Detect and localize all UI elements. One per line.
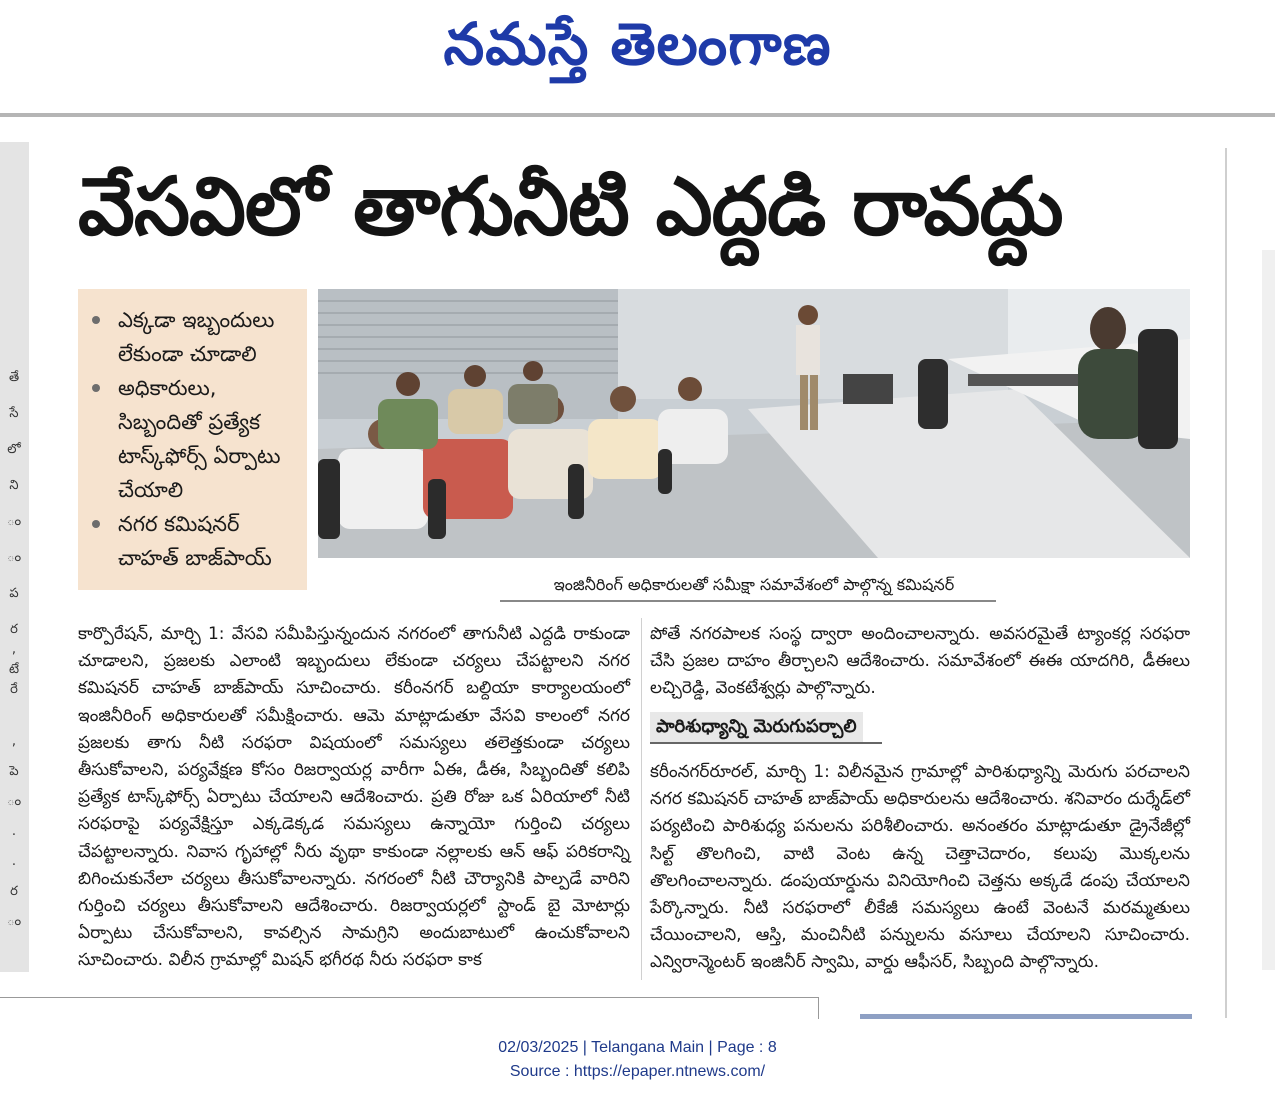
meeting-photo-illustration: [318, 289, 1190, 558]
article-headline: వేసవిలో తాగునీటి ఎద్దడి రావద్దు: [78, 160, 1063, 253]
strip-fragment: పె: [9, 764, 19, 779]
strip-fragment: ప: [9, 586, 19, 601]
caption-underline: [500, 600, 996, 602]
column-divider: [641, 618, 642, 980]
highlight-text: ఎక్కడా ఇబ్బందులు లేకుండా చూడాలి: [118, 308, 275, 366]
highlight-text: నగర కమిషనర్ చాహత్ బాజ్‌పాయ్: [118, 512, 272, 570]
article-body-text: పోతే నగరపాలక సంస్థ ద్వారా అందించాలన్నారు. అవసరమైతే ట్యాంకర్ల సరఫరా చేసి ప్రజల దాహం తీర్చాలని ఆదేశించారు. సమావేశంలో ఈఈ యాదగిరి, డీఈలు లచ్చిరెడ్డి, వెంకటేశ్వర్లు పాల్గొన్నారు.: [650, 624, 1190, 699]
bottom-rule: [0, 997, 818, 998]
strip-fragment: .: [11, 824, 17, 839]
strip-fragment: టే: [8, 662, 20, 677]
masthead-title: నమస్తే తెలంగాణ: [443, 10, 832, 78]
strip-fragment: లో: [7, 442, 21, 457]
article-body-text: కరీంనగర్‌రూరల్, మార్చి 1: విలీనమైన గ్రామాల్లో పారిశుధ్యాన్ని మెరుగు పరచాలని నగర కమిషనర్ చాహత్ బాజ్‌పాయ్ అధికారులను ఆదేశించారు. శనివారం దుర్శేడ్‌లో పర్యటించి పారిశుధ్య పనులను పరిశీలించారు. అనంతరం మాట్లాడుతూ డ్రైనేజీల్లో సిల్ట్ తొలగించి, వాటి వెంట ఉన్న చెత్తాచెదారం, కలుపు మొక్కలను తొలగించాలన్నారు. డంపుయార్డును వినియోగించి చెత్తను అక్కడే డంపు చేయాలని పేర్కొన్నారు. నీటి సరఫరాలో లీకేజీ సమస్యలు ఉంటే వెంటనే మరమ్మతులు చేయించాలని, ఆస్తి, మంచినీటి పన్నులను వసూలు చేయాలని సూచించారు. ఎన్విరాన్మెంటర్ ఇంజినీర్ స్వామి, వార్డు ఆఫీసర్, సిబ్బంది పాల్గొన్నారు.: [650, 762, 1191, 973]
page-footer: [0, 1036, 1275, 1084]
bullet-icon: [92, 384, 100, 392]
footer-source: Source : https://epaper.ntnews.com/: [509, 1063, 766, 1080]
strip-fragment: ,: [11, 734, 17, 749]
strip-fragment: .: [11, 854, 17, 869]
article-column-3: [650, 759, 1190, 984]
subheading-underline: [650, 742, 882, 744]
strip-fragment: తే: [8, 370, 20, 385]
strip-fragment: సే: [9, 406, 19, 421]
strip-fragment: ం: [6, 794, 22, 809]
highlight-item: [88, 371, 297, 507]
strip-fragment: ం: [6, 514, 22, 529]
right-column-rule: [1225, 148, 1227, 1018]
highlight-text: అధికారులు, సిబ్బందితో ప్రత్యేక టాస్క్‌ఫోర్స్ ఏర్పాటు చేయాలి: [118, 376, 281, 502]
bullet-icon: [92, 316, 100, 324]
adjacent-article-strip: [0, 142, 29, 972]
article-body-text: కార్పొరేషన్, మార్చి 1: వేసవి సమీపిస్తున్నందున నగరంలో తాగునీటి ఎద్దడి రాకుండా చూడాలని, ప్రజలకు ఎలాంటి ఇబ్బందులు లేకుండా చర్యలు చేపట్టాలని నగర కమిషనర్ చాహత్ బాజ్‌పాయ్ సూచించారు. కరీంనగర్ బల్దియా కార్యాలయంలో ఇంజినీరింగ్ అధికారులతో సమీక్షించారు. ఆమె మాట్లాడుతూ వేసవి కాలంలో నగర ప్రజలకు తాగు నీటి సరఫరా విషయంలో సమస్యలు తలెత్తకుండా చర్యలు తీసుకోవాలని, పర్యవేక్షణ కోసం రిజర్వాయర్ల వారీగా ఏఈ, డీఈ, సిబ్బందితో కలిపి ప్రత్యేక టాస్క్‌ఫోర్స్ ఏర్పాటు చేయాలని ఆదేశించారు. ప్రతి రోజు ఒక ఏరియాలో నీటి సరఫరాపై పర్యవేక్షిస్తూ ఎక్కడెక్కడ సమస్యలు ఉన్నాయో గుర్తించి చర్యలు చేపట్టాలన్నారు. నివాస గృహాల్లో నీరు వృథా కాకుండా నల్లాలకు ఆన్ ఆఫ్ పరికరాన్ని బిగించుకునేలా చర్యలు తీసుకోవాలన్నారు. నగరంలో నీటి చౌర్యానికి పాల్పడే వారిని గుర్తించి చర్యలు తీసుకోవాలని ఆదేశించారు. రిజర్వాయర్లలో స్టాండ్ బై మోటార్లు ఏర్పాటు చేసుకోవాలని, కావల్సిన సామగ్రిని అందుబాటులో ఉంచుకోవాలని సూచించారు. విలీన గ్రామాల్లో మిషన్ భగీరథ నీరు సరఫరా కాక: [78, 624, 630, 971]
masthead-divider: [0, 113, 1275, 117]
bullet-icon: [92, 520, 100, 528]
strip-fragment: రే: [10, 682, 18, 697]
highlight-item: [88, 507, 297, 575]
adjacent-article-bar: [860, 1014, 1192, 1019]
footer-edition-info: 02/03/2025 | Telangana Main | Page : 8: [498, 1039, 777, 1056]
photo-caption: ఇంజినీరింగ్ అధికారులతో సమీక్షా సమావేశంలో పాల్గొన్న కమిషనర్: [553, 575, 955, 594]
strip-fragment: ,: [11, 642, 17, 657]
bottom-rule-corner: [818, 997, 819, 1019]
meeting-photo: [318, 289, 1190, 558]
article-column-2: [650, 621, 1190, 707]
adjacent-article-edge: [1262, 250, 1275, 970]
article-column-1: [78, 621, 630, 981]
strip-fragment: ం: [6, 550, 22, 565]
strip-fragment: ని: [9, 478, 19, 493]
highlight-item: [88, 303, 297, 371]
strip-fragment: ర: [10, 884, 18, 899]
highlights-box: [78, 289, 307, 590]
strip-fragment: ం: [6, 914, 22, 929]
article-subheading: పారిశుధ్యాన్ని మెరుగుపర్చాలి: [650, 712, 863, 742]
strip-fragment: ర: [10, 622, 18, 637]
